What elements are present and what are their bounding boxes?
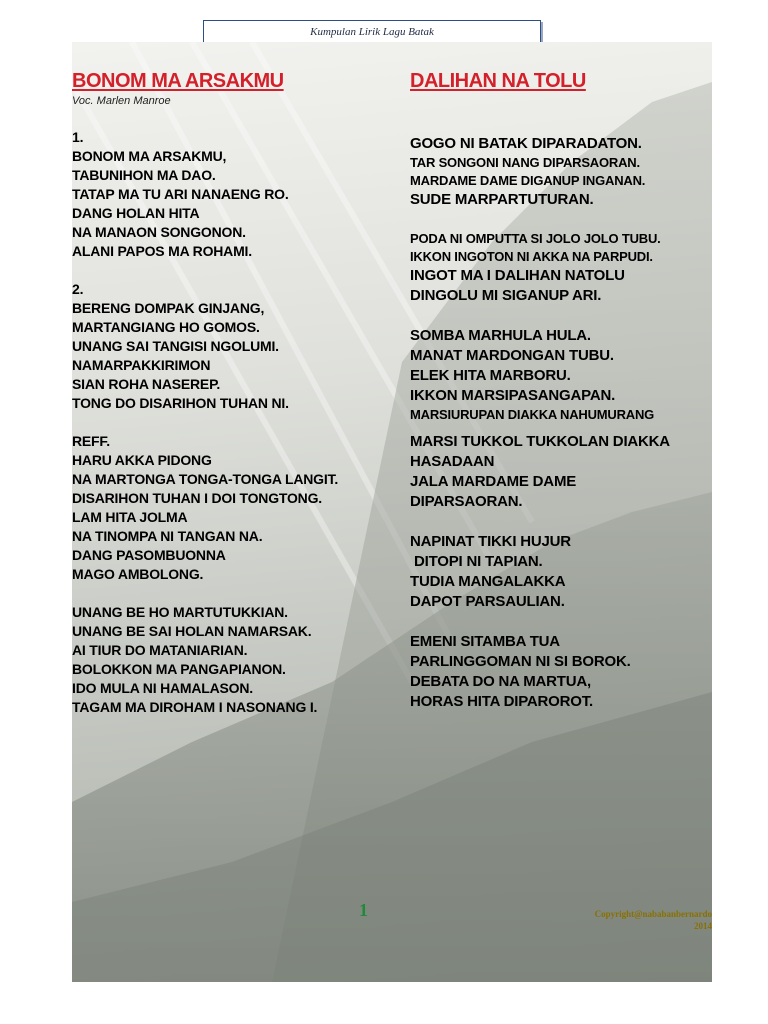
- copyright-line2: 2014: [694, 921, 712, 931]
- copyright-line1: Copyright@nababanbernardo: [594, 909, 712, 919]
- copyright: [595, 908, 712, 932]
- lyric-line: MANAT MARDONGAN TUBU.: [410, 347, 614, 364]
- lyric-line: TAGAM MA DIROHAM I NASONANG I.: [72, 699, 318, 715]
- lyric-line: NA MARTONGA TONGA-TONGA LANGIT.: [72, 471, 339, 487]
- song1-title: BONOM MA ARSAKMU: [72, 70, 284, 92]
- lyric-line: NAPINAT TIKKI HUJUR: [410, 533, 571, 550]
- stanza-gap: [410, 612, 710, 632]
- lyric-line: TUDIA MANGALAKKA: [410, 573, 566, 590]
- lyric-line: GOGO NI BATAK DIPARADATON.: [410, 135, 642, 152]
- lyric-line: TAR SONGONI NANG DIPARSAORAN.: [410, 155, 640, 170]
- song1-lyrics: [72, 128, 402, 717]
- lyric-line: EMENI SITAMBA TUA: [410, 633, 560, 650]
- lyric-line: SIAN ROHA NASEREP.: [72, 376, 221, 392]
- lyric-line: AI TIUR DO MATANIARIAN.: [72, 642, 248, 658]
- lyric-line: BERENG DOMPAK GINJANG,: [72, 300, 265, 316]
- lyric-line: MARSIURUPAN DIAKKA NAHUMURANG: [410, 407, 655, 422]
- song2-lyrics: [410, 134, 710, 712]
- lyric-line: MARDAME DAME DIGANUP INGANAN.: [410, 173, 646, 188]
- lyric-line: DAPOT PARSAULIAN.: [410, 593, 565, 610]
- lyric-line: LAM HITA JOLMA: [72, 509, 188, 525]
- song-dalihan-na-tolu: [410, 70, 710, 712]
- lyric-line: NAMARPAKKIRIMON: [72, 357, 211, 373]
- song-bonom-ma-arsakmu: [72, 70, 402, 717]
- lyric-line: NA MANAON SONGONON.: [72, 224, 246, 240]
- lyric-line: JALA MARDAME DAME: [410, 473, 577, 490]
- stanza-gap: [72, 584, 402, 603]
- lyric-line: UNANG SAI TANGISI NGOLUMI.: [72, 338, 279, 354]
- lyric-line: DISARIHON TUHAN I DOI TONGTONG.: [72, 490, 322, 506]
- lyric-line: SOMBA MARHULA HULA.: [410, 327, 591, 344]
- lyric-line: PARLINGGOMAN NI SI BOROK.: [410, 653, 631, 670]
- lyric-line: DANG HOLAN HITA: [72, 205, 200, 221]
- lyric-line: UNANG BE SAI HOLAN NAMARSAK.: [72, 623, 312, 639]
- lyric-line: NA TINOMPA NI TANGAN NA.: [72, 528, 263, 544]
- lyric-line: UNANG BE HO MARTUTUKKIAN.: [72, 604, 288, 620]
- stanza-gap: [410, 424, 710, 432]
- lyric-line: HASADAAN: [410, 453, 495, 470]
- lyric-line: TONG DO DISARIHON TUHAN NI.: [72, 395, 289, 411]
- lyric-line: IKKON INGOTON NI AKKA NA PARPUDI.: [410, 249, 653, 264]
- lyric-line: SUDE MARPARTUTURAN.: [410, 191, 594, 208]
- stanza-gap: [410, 512, 710, 532]
- lyric-line: DEBATA DO NA MARTUA,: [410, 673, 591, 690]
- stanza-gap: [410, 306, 710, 326]
- lyric-line: BONOM MA ARSAKMU,: [72, 148, 227, 164]
- song1-vocalist: Voc. Marlen Manroe: [72, 95, 171, 107]
- header-title: Kumpulan Lirik Lagu Batak: [310, 26, 434, 38]
- lyric-line: HORAS HITA DIPAROROT.: [410, 693, 594, 710]
- lyrics-page: [72, 42, 712, 982]
- lyric-line: IKKON MARSIPASANGAPAN.: [410, 387, 616, 404]
- lyric-line: IDO MULA NI HAMALASON.: [72, 680, 253, 696]
- stanza-gap: [410, 210, 710, 230]
- lyric-line: TABUNIHON MA DAO.: [72, 167, 216, 183]
- lyric-line: HARU AKKA PIDONG: [72, 452, 212, 468]
- lyric-line: DITOPI NI TAPIAN.: [410, 553, 543, 570]
- lyric-line: ELEK HITA MARBORU.: [410, 367, 571, 384]
- lyric-line: DANG PASOMBUONNA: [72, 547, 226, 563]
- lyric-line: BOLOKKON MA PANGAPIANON.: [72, 661, 286, 677]
- lyric-line: PODA NI OMPUTTA SI JOLO JOLO TUBU.: [410, 231, 661, 246]
- lyric-line: DINGOLU MI SIGANUP ARI.: [410, 287, 602, 304]
- song2-title: DALIHAN NA TOLU: [410, 70, 586, 92]
- page-number: 1: [359, 900, 368, 920]
- lyric-line: INGOT MA I DALIHAN NATOLU: [410, 267, 625, 284]
- lyric-line: 2.: [72, 281, 84, 297]
- stanza-gap: [72, 261, 402, 280]
- lyric-line: MARTANGIANG HO GOMOS.: [72, 319, 260, 335]
- lyric-line: MAGO AMBOLONG.: [72, 566, 204, 582]
- lyric-line: TATAP MA TU ARI NANAENG RO.: [72, 186, 289, 202]
- lyric-line: MARSI TUKKOL TUKKOLAN DIAKKA: [410, 433, 670, 450]
- lyric-line: ALANI PAPOS MA ROHAMI.: [72, 243, 252, 259]
- stanza-gap: [72, 413, 402, 432]
- lyric-line: DIPARSAORAN.: [410, 493, 523, 510]
- lyric-line: REFF.: [72, 433, 110, 449]
- lyric-line: 1.: [72, 129, 84, 145]
